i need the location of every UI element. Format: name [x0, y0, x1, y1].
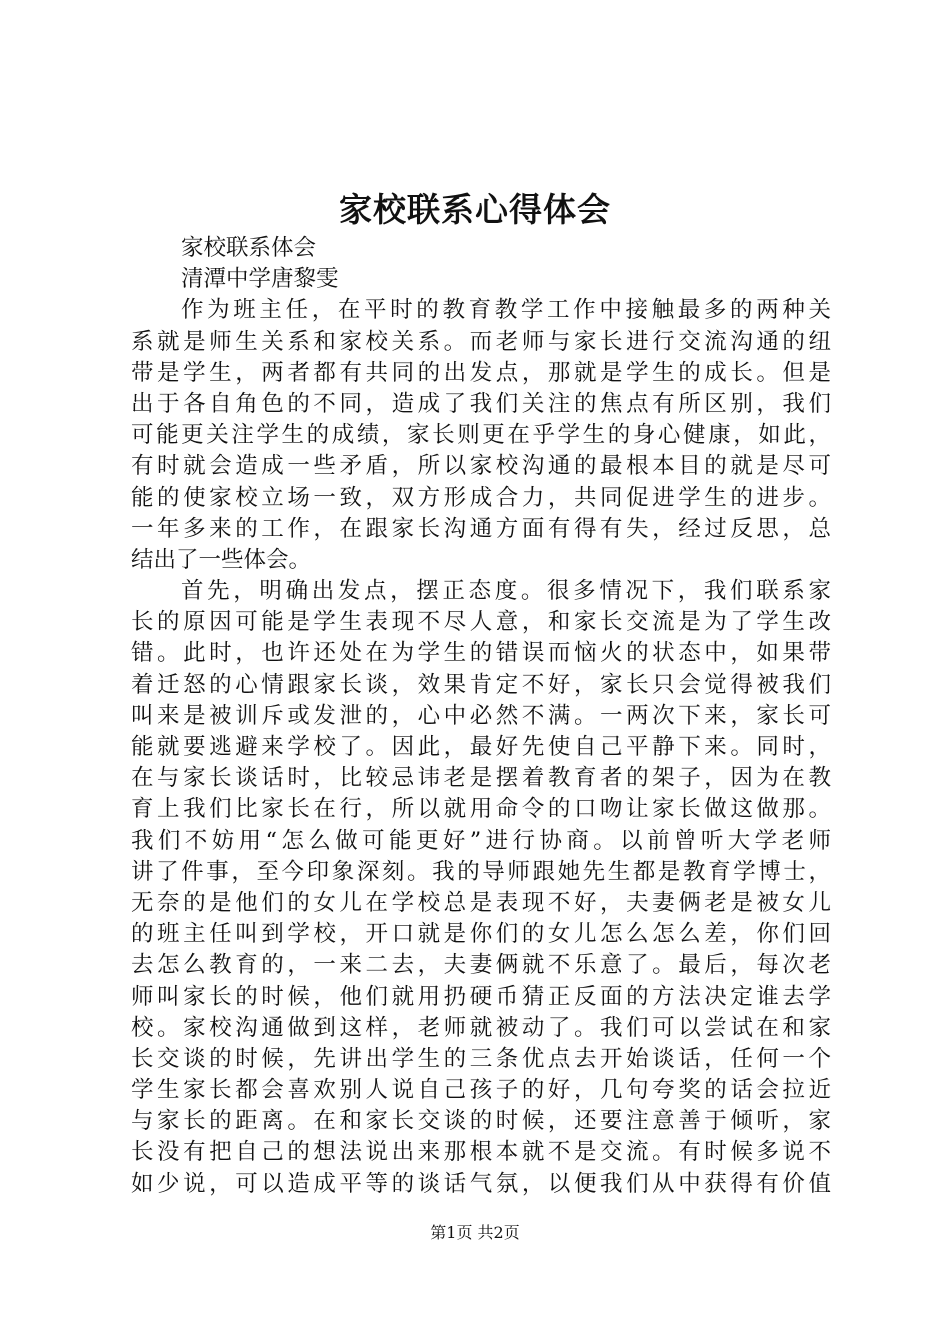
paragraph-2-line: 我们不妨用“怎么做可能更好”进行协商。以前曾听大学老师 — [131, 827, 831, 854]
paragraph-2-line: 长没有把自己的想法说出来那根本就不是交流。有时候多说不 — [131, 1139, 831, 1166]
paragraph-2-line: 去怎么教育的，一来二去，夫妻俩就不乐意了。最后，每次老 — [131, 952, 831, 979]
paragraph-2-line: 与家长的距离。在和家长交谈的时候，还要注意善于倾听，家 — [131, 1108, 831, 1135]
paragraph-2-line: 首先，明确出发点，摆正态度。很多情况下，我们联系家 — [181, 578, 831, 605]
paragraph-1-line: 结出了一些体会。 — [131, 546, 312, 573]
paragraph-2-line: 无奈的是他们的女儿在学校总是表现不好，夫妻俩老是被女儿 — [131, 889, 831, 916]
paragraph-2-line: 的班主任叫到学校，开口就是你们的女儿怎么怎么差，你们回 — [131, 921, 831, 948]
paragraph-2-line: 如少说，可以造成平等的谈话气氛，以便我们从中获得有价值 — [131, 1170, 831, 1197]
paragraph-2-line: 讲了件事，至今印象深刻。我的导师跟她先生都是教育学博士， — [131, 858, 831, 885]
paragraph-1-line: 系就是师生关系和家校关系。而老师与家长进行交流沟通的纽 — [131, 328, 831, 355]
paragraph-2-line: 学生家长都会喜欢别人说自己孩子的好，几句夸奖的话会拉近 — [131, 1077, 831, 1104]
subtitle-line: 家校联系体会 — [181, 235, 317, 261]
document-body — [131, 233, 831, 1200]
paragraph-1-line: 作为班主任，在平时的教育教学工作中接触最多的两种关 — [181, 297, 831, 324]
paragraph-2-line: 在与家长谈话时，比较忌讳老是摆着教育者的架子，因为在教 — [131, 765, 831, 792]
paragraph-2-line: 着迁怒的心情跟家长谈，效果肯定不好，家长只会觉得被我们 — [131, 671, 831, 698]
paragraph-2-line: 育上我们比家长在行，所以就用命令的口吻让家长做这做那。 — [131, 796, 831, 823]
paragraph-1-line: 有时就会造成一些矛盾，所以家校沟通的最根本目的就是尽可 — [131, 453, 831, 480]
paragraph-2-line: 长的原因可能是学生表现不尽人意，和家长交流是为了学生改 — [131, 609, 831, 636]
paragraph-2-line: 师叫家长的时候，他们就用扔硬币猜正反面的方法决定谁去学 — [131, 983, 831, 1010]
paragraph-1-line: 出于各自角色的不同，造成了我们关注的焦点有所区别，我们 — [131, 390, 831, 417]
paragraph-1-line: 可能更关注学生的成绩，家长则更在乎学生的身心健康，如此， — [131, 422, 831, 449]
paragraph-1-line: 能的使家校立场一致，双方形成合力，共同促进学生的进步。 — [131, 484, 831, 511]
paragraph-2-line: 叫来是被训斥或发泄的，心中必然不满。一两次下来，家长可 — [131, 702, 831, 729]
paragraph-2-line: 长交谈的时候，先讲出学生的三条优点去开始谈话，任何一个 — [131, 1045, 831, 1072]
paragraph-2-line: 错。此时，也许还处在为学生的错误而恼火的状态中，如果带 — [131, 640, 831, 667]
document-title: 家校联系心得体会 — [339, 190, 611, 229]
paragraph-2-line: 能就要逃避来学校了。因此，最好先使自己平静下来。同时， — [131, 734, 831, 760]
paragraph-1-line: 一年多来的工作，在跟家长沟通方面有得有失，经过反思，总 — [131, 515, 831, 542]
page-number-footer: 第1页 共2页 — [430, 1223, 520, 1242]
paragraph-1-line: 带是学生，两者都有共同的出发点，那就是学生的成长。但是 — [131, 359, 831, 386]
author-line: 清潭中学唐黎雯 — [181, 266, 339, 293]
paragraph-2-line: 校。家校沟通做到这样，老师就被动了。我们可以尝试在和家 — [131, 1014, 831, 1041]
